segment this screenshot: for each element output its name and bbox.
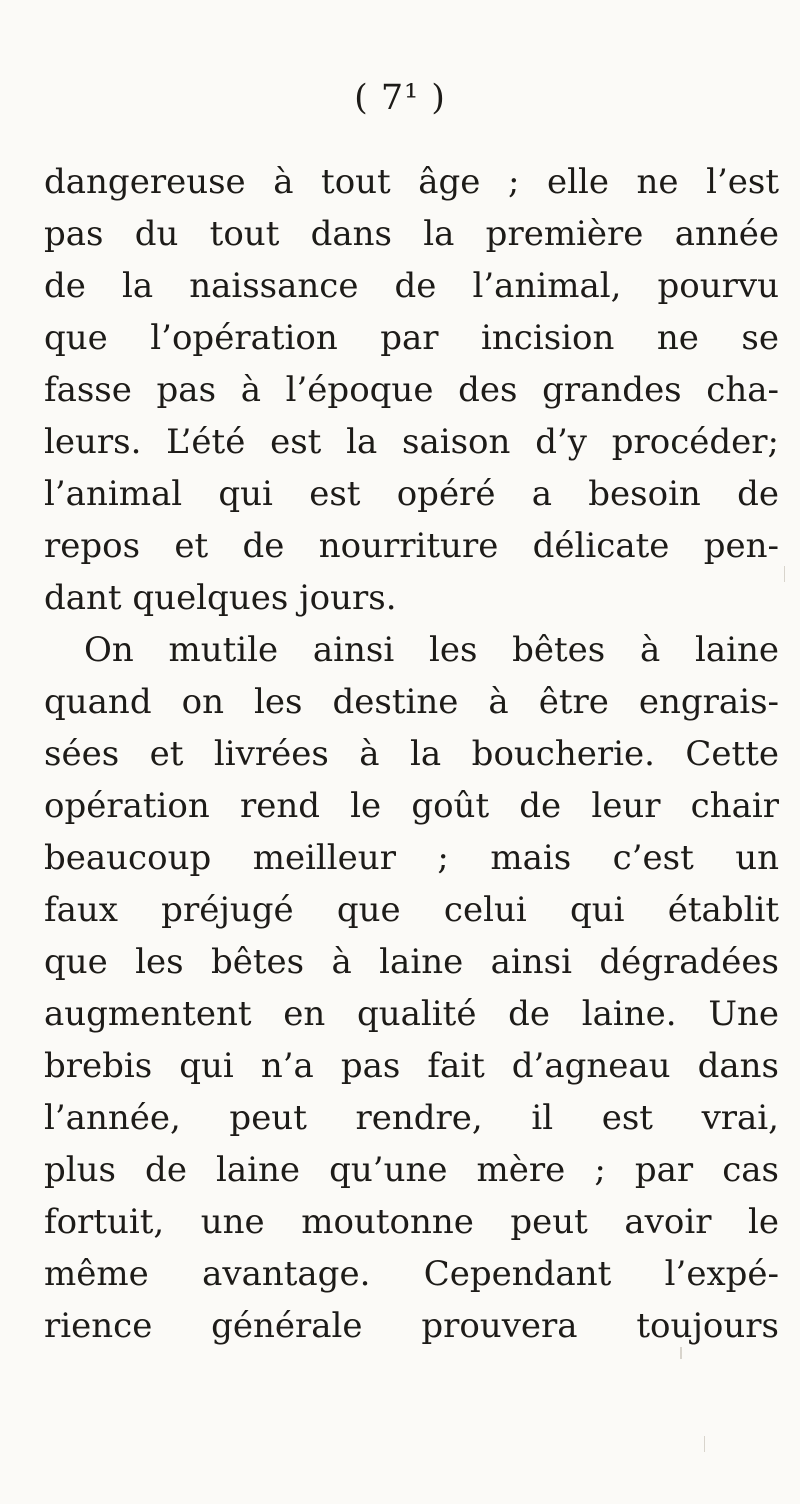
text-line: quand on les destine à être engrais- [44, 682, 779, 722]
text-line: opération rend le goût de leur chair [44, 786, 779, 826]
text-line: dant quelques jours. [44, 578, 397, 618]
text-line: pas du tout dans la première année [44, 214, 779, 254]
text-line: leurs. L’été est la saison d’y procéder; [44, 422, 779, 462]
text-line: dangereuse à tout âge ; elle ne l’est [44, 162, 779, 202]
text-line: repos et de nourriture délicate pen- [44, 526, 779, 566]
text-line: de la naissance de l’animal, pourvu [44, 266, 779, 306]
text-line: que l’opération par incision ne se [44, 318, 779, 358]
text-line: sées et livrées à la boucherie. Cette [44, 734, 779, 774]
ink-speck [784, 566, 785, 582]
ink-speck [680, 1347, 682, 1359]
text-line: brebis qui n’a pas fait d’agneau dans [44, 1046, 779, 1086]
text-line: On mutile ainsi les bêtes à laine [84, 630, 779, 670]
page-number: ( 7¹ ) [354, 78, 446, 118]
text-line: augmentent en qualité de laine. Une [44, 994, 779, 1034]
ink-speck [704, 1436, 705, 1452]
text-line: l’année, peut rendre, il est vrai, [44, 1098, 779, 1138]
text-line: plus de laine qu’une mère ; par cas [44, 1150, 779, 1190]
text-line: fasse pas à l’époque des grandes cha- [44, 370, 779, 410]
text-line: beaucoup meilleur ; mais c’est un [44, 838, 779, 878]
text-line: que les bêtes à laine ainsi dégradées [44, 942, 779, 982]
text-line: même avantage. Cependant l’expé- [44, 1254, 779, 1294]
text-line: fortuit, une moutonne peut avoir le [44, 1202, 779, 1242]
text-line: rience générale prouvera toujours [44, 1306, 779, 1346]
text-line: l’animal qui est opéré a besoin de [44, 474, 779, 514]
text-line: faux préjugé que celui qui établit [44, 890, 779, 930]
